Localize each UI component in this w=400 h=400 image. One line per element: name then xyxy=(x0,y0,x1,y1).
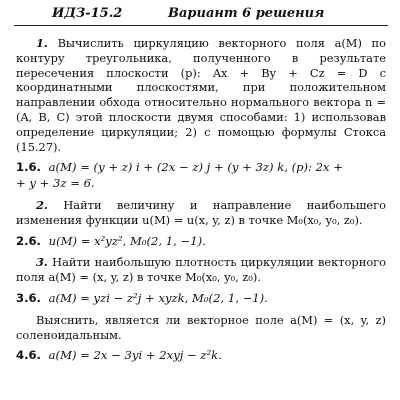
header-rule xyxy=(14,25,388,26)
task-number: 1.6. xyxy=(16,160,41,175)
page-header xyxy=(0,4,400,24)
task-formula: a(M) = yzi − z²j + xyzk, M₀(2, 1, −1). xyxy=(48,290,268,305)
document-body xyxy=(16,36,386,370)
problem-3-statement xyxy=(16,255,386,285)
problem-number: 2. xyxy=(36,197,48,212)
problem-2-statement xyxy=(16,198,386,228)
task-formula: a(M) = 2x − 3yi + 2xyj − z²k. xyxy=(48,348,222,363)
task-1-6 xyxy=(16,160,386,175)
task-1-6-continued: + y + 3z = 6. xyxy=(16,176,95,191)
header-assignment-id: ИДЗ-15.2 xyxy=(52,6,123,21)
task-3-6 xyxy=(16,291,386,306)
problem-number: 1. xyxy=(36,36,48,50)
header-variant: Вариант 6 решения xyxy=(168,6,325,21)
task-4-6 xyxy=(16,348,386,363)
task-number: 3.6. xyxy=(16,290,41,305)
problem-text: Найти величину и направление наибольшего изменения функции u(M) = u(x, y, z) в точке M₀(x₀, y₀, z₀). xyxy=(16,197,386,227)
task-number: 2.6. xyxy=(16,233,41,248)
problem-number: 3. xyxy=(36,255,48,270)
task-formula: u(M) = x²yz², M₀(2, 1, −1). xyxy=(48,233,206,248)
task-2-6 xyxy=(16,234,386,249)
task-number: 4.6. xyxy=(16,348,41,363)
problem-text: Выяснить, является ли векторное поле a(M) = (x, y, z) соленоидальным. xyxy=(16,312,386,342)
problem-text: Вычислить циркуляцию векторного поля a(M) по контуру треугольника, полученного в результате пересечения плоскости (p): Ax + By + Cz = D с координатными плоскостями, при положительном направлении обхода относительно нормального вектора n = (A, B, C) этой плоскости двумя способами: 1) использовав определение циркуляции; 2) с помощью формулы Стокса (15.27). xyxy=(16,36,386,154)
problem-1-statement xyxy=(16,36,386,154)
problem-text: Найти наибольшую плотность циркуляции векторного поля a(M) = (x, y, z) в точке M₀(x₀, y₀, z₀). xyxy=(16,255,387,285)
problem-4-statement xyxy=(16,313,386,343)
task-formula: a(M) = (y + z) i + (2x − z) j + (y + 3z) k, (p): 2x + xyxy=(48,160,343,175)
